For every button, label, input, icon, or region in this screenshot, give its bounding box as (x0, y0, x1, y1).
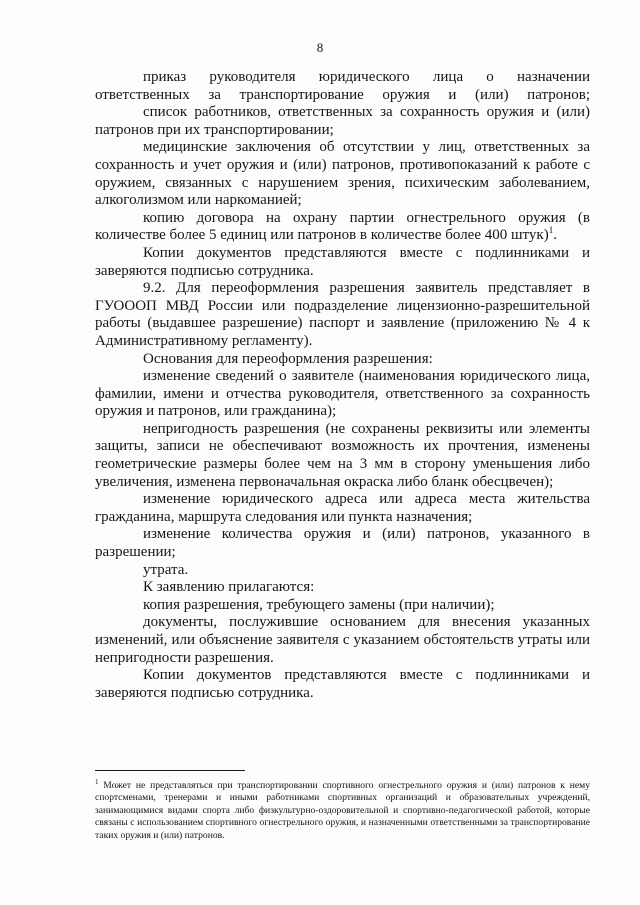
page-number: 8 (316, 40, 324, 55)
paragraph-medical-reports: медицинские заключения об отсутствии у лиц, ответственных за сохранность и учет оружия и (или) патронов, противопоказаний к работе с оружием, связанных с нарушением зрения, психическим заболеванием, алкоголизмом или наркоманией; (95, 139, 590, 209)
paragraph-permit-unusable: непригодность разрешения (не сохранены реквизиты или элементы защиты, записи не обеспечивают возможность их прочтения, изменены геометрические размеры более чем на 3 мм в сторону уменьшения либо увеличения, изменена первоначальная окраска либо бланк обесцвечен); (95, 420, 590, 490)
paragraph-quantity-change: изменение количества оружия и (или) патронов, указанного в разрешении; (95, 526, 590, 561)
footnote (95, 780, 590, 842)
paragraph-address-change: изменение юридического адреса или адреса места жительства гражданина, маршрута следования или пункта назначения; (95, 491, 590, 525)
paragraph-grounds-heading: Основания для переоформления разрешения: (143, 350, 433, 367)
paragraph-copies-certified-2: Копии документов представляются вместе с подлинниками и заверяются подписью сотрудника. (95, 667, 590, 701)
document-body (95, 69, 590, 702)
paragraph-attachments-heading: К заявлению прилагаются: (143, 579, 315, 596)
footnote-text: Может не представляться при транспортировании спортивного огнестрельного оружия и (или) патронов к нему спортсменами, тренерами и иными работниками спортивных организаций и образовательных учреждений, занимающимися видами спорта либо физкультурно-оздоровительной и спортивно-педагогической работой, которые связаны с использованием спортивного огнестрельного оружия, и назначенными ответственными за транспортирование таких оружия и (или) патронов. (95, 780, 591, 841)
paragraph-order-responsible: приказ руководителя юридического лица о назначении ответственных за транспортирование оружия и (или) патронов; (95, 69, 590, 103)
paragraph-permit-copy: копия разрешения, требующего замены (при наличии); (143, 596, 495, 613)
paragraph-supporting-documents: документы, послужившие основанием для внесения указанных изменений, или объяснение заявителя с указанием обстоятельств утраты или непригодности разрешения. (95, 614, 590, 666)
paragraph-section-9-2: 9.2. Для переоформления разрешения заявитель представляет в ГУОООП МВД России или подразделение лицензионно-разрешительной работы (выдавшее разрешение) паспорт и заявление (приложению № 4 к Административному регламенту). (95, 280, 590, 349)
footnote-reference-suffix: . (553, 227, 557, 244)
footnote-separator (95, 770, 245, 771)
security-contract-text: копию договора на охрану партии огнестрельного оружия (в количестве более 5 единиц или патронов в количестве более 400 штук) (95, 209, 590, 244)
paragraph-security-contract (95, 210, 590, 245)
paragraph-staff-list: список работников, ответственных за сохранность оружия и (или) патронов при их транспортировании; (95, 104, 590, 138)
paragraph-copies-certified: Копии документов представляются вместе с подлинниками и заверяются подписью сотрудника. (95, 244, 590, 279)
footnote-reference: 1 (548, 225, 554, 236)
paragraph-applicant-change: изменение сведений о заявителе (наименования юридического лица, фамилии, имени и отчества руководителя, ответственного за сохранность оружия и патронов, или гражданина); (95, 368, 590, 420)
footnote-marker: 1 (95, 778, 99, 786)
paragraph-loss: утрата. (143, 561, 189, 578)
